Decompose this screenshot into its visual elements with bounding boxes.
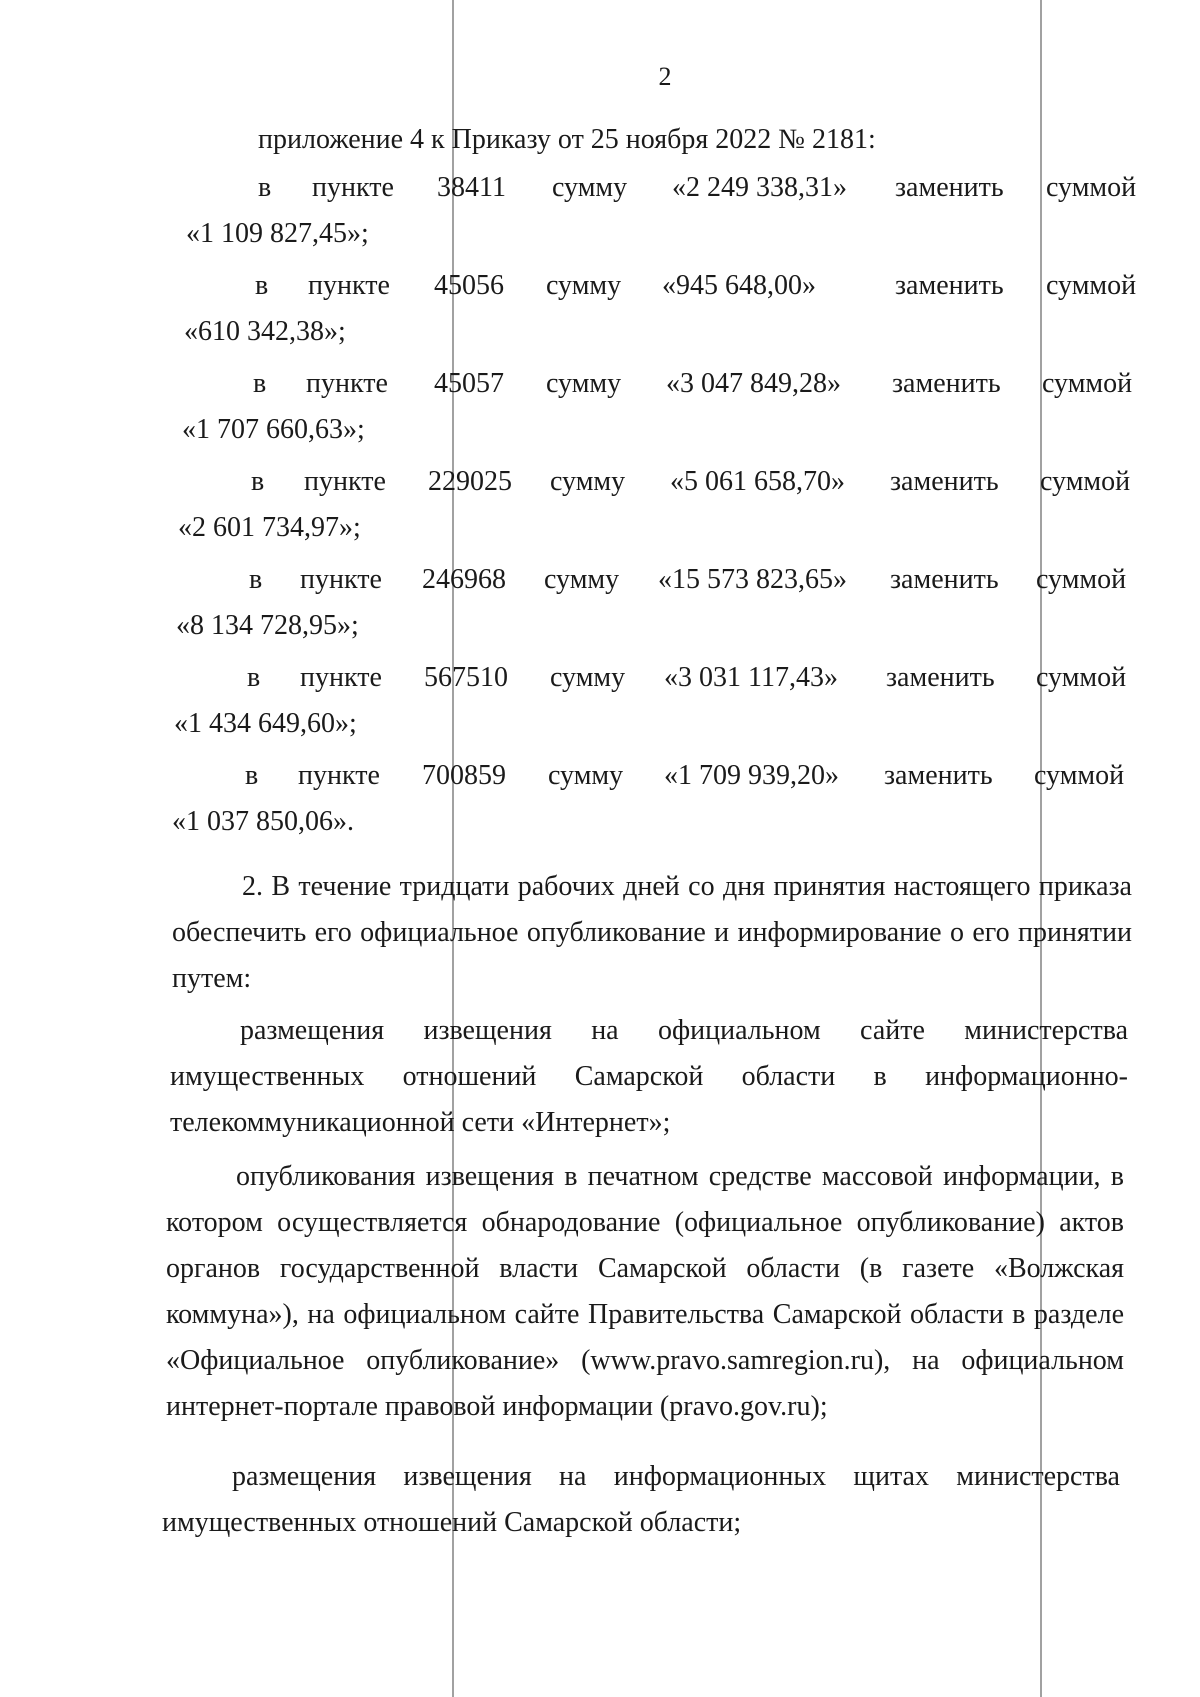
item-prep: в bbox=[253, 368, 267, 399]
item-new-amount: «1 707 660,63»; bbox=[182, 414, 365, 445]
item-verb: заменить bbox=[886, 662, 995, 693]
item-old-amount: «2 249 338,31» bbox=[672, 172, 847, 203]
item-word: пункте bbox=[300, 564, 382, 595]
item-with: суммой bbox=[1046, 172, 1137, 203]
item-prep: в bbox=[255, 270, 269, 301]
item-verb: заменить bbox=[884, 760, 993, 791]
item-prep: в bbox=[251, 466, 265, 497]
item-number: 45056 bbox=[434, 270, 504, 301]
item-sum-word: сумму bbox=[546, 368, 622, 399]
item-prep: в bbox=[258, 172, 272, 203]
item-new-amount: «1 109 827,45»; bbox=[186, 218, 369, 249]
item-with: суммой bbox=[1046, 270, 1137, 301]
paragraph bbox=[166, 1154, 1124, 1430]
item-old-amount: «3 047 849,28» bbox=[666, 368, 841, 399]
item-sum-word: сумму bbox=[546, 270, 622, 301]
item-verb: заменить bbox=[895, 172, 1004, 203]
amendment-item bbox=[0, 368, 1200, 458]
paragraph bbox=[162, 1454, 1120, 1546]
item-sum-word: сумму bbox=[550, 466, 626, 497]
item-word: пункте bbox=[312, 172, 394, 203]
item-old-amount: «5 061 658,70» bbox=[670, 466, 845, 497]
item-number: 229025 bbox=[428, 466, 512, 497]
amendment-item bbox=[0, 466, 1200, 556]
amendment-item bbox=[0, 662, 1200, 752]
item-prep: в bbox=[245, 760, 259, 791]
paragraph-text: 2. В течение тридцати рабочих дней со дня принятия настоящего приказа обеспечить его официальное опубликование и информирование о его принятии путем: bbox=[172, 871, 1132, 994]
item-old-amount: «15 573 823,65» bbox=[658, 564, 847, 595]
item-sum-word: сумму bbox=[552, 172, 628, 203]
item-prep: в bbox=[249, 564, 263, 595]
paragraph-text: размещения извещения на официальном сайте министерства имущественных отношений Самарской области в информационно-телекоммуникационной сети «Интернет»; bbox=[170, 1015, 1128, 1138]
item-old-amount: «945 648,00» bbox=[662, 270, 816, 301]
item-number: 246968 bbox=[422, 564, 506, 595]
item-with: суммой bbox=[1036, 564, 1127, 595]
paragraph bbox=[172, 864, 1132, 1002]
item-new-amount: «610 342,38»; bbox=[184, 316, 346, 347]
item-verb: заменить bbox=[895, 270, 1004, 301]
item-prep: в bbox=[247, 662, 261, 693]
intro-line: приложение 4 к Приказу от 25 ноября 2022 № 2181: bbox=[258, 124, 876, 155]
page-number: 2 bbox=[658, 62, 672, 91]
item-verb: заменить bbox=[890, 564, 999, 595]
item-number: 45057 bbox=[434, 368, 504, 399]
item-verb: заменить bbox=[890, 466, 999, 497]
item-sum-word: сумму bbox=[544, 564, 620, 595]
item-with: суммой bbox=[1034, 760, 1125, 791]
item-old-amount: «1 709 939,20» bbox=[664, 760, 839, 791]
item-with: суммой bbox=[1040, 466, 1131, 497]
item-number: 700859 bbox=[422, 760, 506, 791]
item-sum-word: сумму bbox=[550, 662, 626, 693]
amendment-item bbox=[0, 760, 1200, 850]
amendment-item bbox=[0, 172, 1200, 262]
item-word: пункте bbox=[308, 270, 390, 301]
item-sum-word: сумму bbox=[548, 760, 624, 791]
item-word: пункте bbox=[306, 368, 388, 399]
item-word: пункте bbox=[304, 466, 386, 497]
amendment-item bbox=[0, 564, 1200, 654]
item-number: 567510 bbox=[424, 662, 508, 693]
item-old-amount: «3 031 117,43» bbox=[664, 662, 838, 693]
paragraph-text: опубликования извещения в печатном средстве массовой информации, в котором осуществляется обнародование (официальное опубликование) актов органов государственной власти Самарской области (в газете «Волжская коммуна»), на официальном сайте Правительства Самарской области в разделе «Официальное опубликование» (www.pravo.samregion.ru), на официальном интернет-портале правовой информации (pravo.gov.ru); bbox=[166, 1161, 1124, 1422]
paragraph bbox=[170, 1008, 1128, 1146]
item-with: суммой bbox=[1036, 662, 1127, 693]
item-verb: заменить bbox=[892, 368, 1001, 399]
paragraph-text: размещения извещения на информационных щитах министерства имущественных отношений Самарской области; bbox=[162, 1461, 1120, 1538]
amendment-item bbox=[0, 270, 1200, 360]
item-number: 38411 bbox=[437, 172, 506, 203]
item-new-amount: «8 134 728,95»; bbox=[176, 610, 359, 641]
item-word: пункте bbox=[298, 760, 380, 791]
item-new-amount: «2 601 734,97»; bbox=[178, 512, 361, 543]
item-word: пункте bbox=[300, 662, 382, 693]
item-new-amount: «1 434 649,60»; bbox=[174, 708, 357, 739]
item-with: суммой bbox=[1042, 368, 1133, 399]
item-new-amount: «1 037 850,06». bbox=[172, 806, 354, 837]
